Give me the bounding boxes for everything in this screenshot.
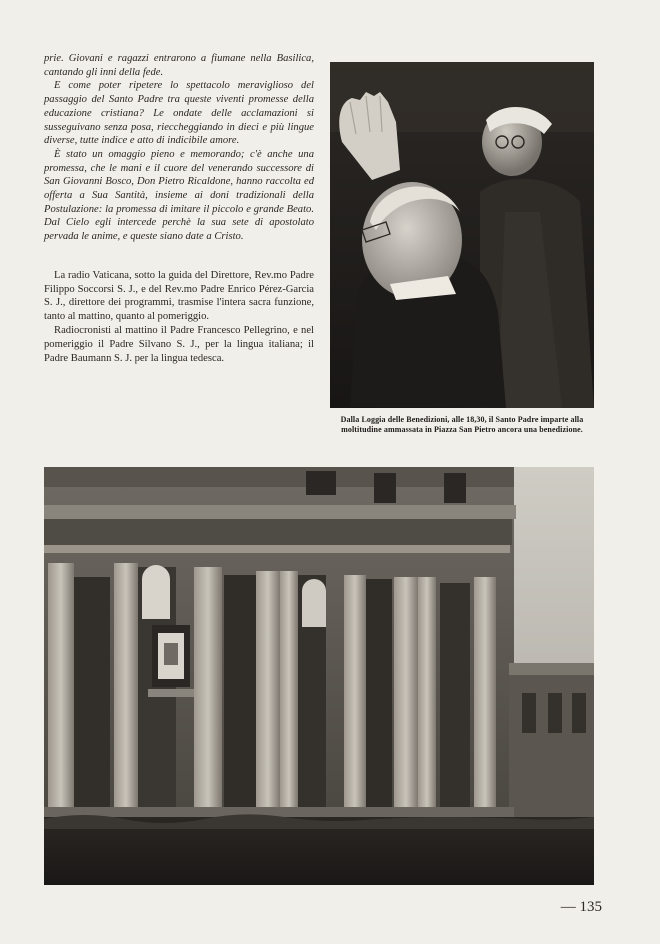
left-text-column	[44, 52, 314, 365]
page-number: — 135	[560, 899, 602, 915]
body-paragraph: La radio Vaticana, sotto la guida del Direttore, Rev.mo Padre Filippo Soccorsi S. J., e del Rev.mo Padre Enrico Pérez-Garcia S. J., direttore dei programmi, trasmise l'intera sacra funzione, tanto al mattino, quanto al pomeriggio.	[44, 269, 314, 323]
italic-paragraph: E come poter ripetere lo spettacolo meraviglioso del passaggio del Santo Padre tra queste viventi promesse della educazione cristiana? Le ondate delle acclamazioni si susseguivano senza posa, rieccheggiando in dieci e più lingue diverse, tutte indice e atto di indicibile amore.	[44, 80, 314, 147]
basilica-loggia-photo	[44, 467, 594, 885]
photo-caption: Dalla Loggia delle Benedizioni, alle 18,30, il Santo Padre imparte alla moltitudine ammassata in Piazza San Pietro ancora una benedizione.	[340, 415, 584, 435]
roman-text-block	[44, 269, 314, 366]
body-paragraph: Radiocronisti al mattino il Padre Francesco Pellegrino, e nel pomeriggio il Padre Silvano S. J., per la lingua italiana; il Padre Baumann S. J. per la lingua tedesca.	[44, 325, 314, 364]
pope-blessing-photo	[330, 62, 594, 408]
italic-text-block	[44, 52, 314, 244]
italic-paragraph: È stato un omaggio pieno e memorando; c'è anche una promessa, che le mani e il cuore del venerando successore di San Giovanni Bosco, Don Pietro Ricaldone, hanno raccolta ed offerta a Sua Santità, insieme ai doni tradizionali della Postulazione: la promessa di imitare il piccolo e grande Beato. Dal Cielo egli intercede perchè la sua sete di apostolato pervada le anime, e queste siano date a Cristo.	[44, 148, 314, 243]
italic-paragraph: prie. Giovani e ragazzi entrarono a fiumane nella Basilica, cantando gli inni della fede.	[44, 53, 314, 78]
